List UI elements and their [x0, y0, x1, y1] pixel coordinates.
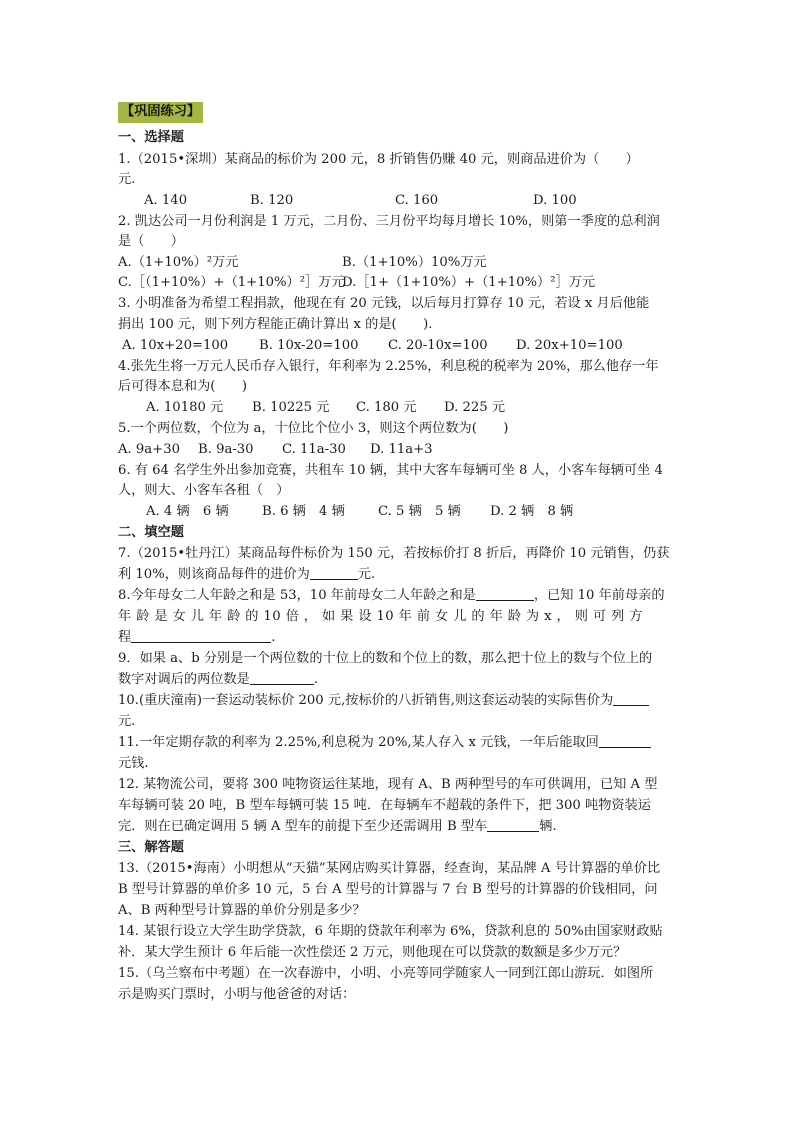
- question-13-line-3: A、B 两种型号计算器的单价分别是多少？: [118, 903, 366, 918]
- option-b: B.（1+10%）10%万元: [342, 255, 487, 270]
- question-10-line-1: [118, 691, 678, 711]
- option-a: A. 4 辆 6 辆: [146, 504, 229, 519]
- question-11-line-2: 元钱.: [118, 756, 149, 771]
- question-12-line-1: 12. 某物流公司，要将 300 吨物资运往某地，现有 A、B 两种型号的车可供调用，已知 A 型: [118, 777, 658, 792]
- option-c: C. 160: [395, 193, 439, 208]
- question-14-line-2: 补．某大学生预计 6 年后能一次性偿还 2 万元，则他现在可以贷款的数额是多少万元？: [118, 945, 627, 960]
- question-9-line-1: 9．如果 a、b 分别是一个两位数的十位上的数和个位上的数，那么把十位上的数与个位上的: [118, 651, 653, 666]
- part-title-choice: 一、选择题: [118, 130, 184, 145]
- part-title-answer: 三、解答题: [118, 840, 184, 855]
- question-10-line-2: 元.: [118, 714, 136, 729]
- question-5-options: [118, 440, 678, 460]
- question-9-end: .: [313, 672, 319, 687]
- question-7-text: 利 10%，则该商品每件的进价为: [118, 567, 310, 582]
- question-14-line-1: 14. 某银行设立大学生助学贷款，6 年期的贷款年利率为 6%，贷款利息的 50%由国家财政贴: [118, 924, 663, 939]
- question-13-line-2: B 型号计算器的单价多 10 元，5 台 A 型号的计算器与 7 台 B 型号的计算器的价钱相同，问: [118, 882, 658, 897]
- answer-blank: [599, 733, 651, 748]
- answer-blank: [250, 670, 314, 685]
- question-3-line-2: 捐出 100 元，则下列方程能正确计算出 x 的是( ).: [118, 317, 433, 332]
- question-12-unit: 辆.: [539, 819, 557, 834]
- question-15-line-1: 15.（乌兰察布中考题）在一次春游中，小明、小亮等同学随家人一同到江郎山游玩．如图所: [118, 966, 654, 981]
- answer-blank: [613, 691, 649, 706]
- question-6-line-1: 6. 有 64 名学生外出参加竞赛，共租车 10 辆，其中大客车每辆可坐 8 人，小客车每辆可坐 4: [118, 463, 663, 478]
- question-6-line-2: 人，则大、小客车各租（ ）: [118, 483, 290, 498]
- question-11-text: 11.一年定期存款的利率为 2.25%,利息税为 20%,某人存入 x 元钱，一年后能取回: [118, 735, 599, 750]
- option-a: A. 9a+30: [118, 442, 180, 457]
- question-15-line-2: 示是购买门票时，小明与他爸爸的对话：: [118, 987, 356, 1002]
- question-12-text: 完．则在已确定调用 5 辆 A 型车的前提下至少还需调用 B 型车: [118, 819, 488, 834]
- option-b: B. 6 辆 4 辆: [262, 504, 345, 519]
- question-3-options: [118, 336, 678, 356]
- question-3-line-1: 3. 小明准备为希望工程捐款，他现在有 20 元钱，以后每月打算存 10 元，若设 x 月后他能: [118, 296, 650, 311]
- option-a: A. 10180 元: [146, 400, 224, 415]
- option-a: A.（1+10%）²万元: [118, 255, 239, 270]
- option-c: C. 11a-30: [282, 442, 346, 457]
- option-d: D. 11a+3: [370, 442, 433, 457]
- option-b: B. 9a-30: [198, 442, 254, 457]
- question-8-text-b: ，已知 10 年前母亲的: [533, 588, 665, 603]
- question-13-line-1: 13.（2015•海南）小明想从“天猫”某网店购买计算器，经查询，某品牌 A 号计算器的单价比: [118, 861, 661, 876]
- question-4-line-2: 后可得本息和为( ): [118, 379, 247, 394]
- option-c: C. 5 辆 5 辆: [378, 504, 461, 519]
- option-c: C.［（1+10%）+（1+10%）²］万元: [118, 275, 345, 290]
- answer-blank: [476, 586, 534, 601]
- question-5-line-1: 5.一个两位数，个位为 a，十位比个位小 3，则这个两位数为( ): [118, 421, 509, 436]
- option-a: A. 10x+20=100: [122, 338, 229, 353]
- question-4-line-1: 4.张先生将一万元人民币存入银行，年利率为 2.25%，利息税的税率为 20%，那么他存一年: [118, 359, 659, 374]
- question-2-options-row-2: [118, 273, 678, 293]
- answer-blank: [131, 628, 271, 643]
- question-8-line-3: [118, 628, 678, 648]
- question-8-text-d: .: [271, 630, 276, 645]
- option-d: D. 20x+10=100: [516, 338, 623, 353]
- question-1-line-2: 元.: [118, 172, 136, 187]
- option-d: D. 100: [533, 193, 577, 208]
- question-11-line-1: [118, 733, 678, 753]
- question-9-text: 数字对调后的两位数是: [118, 672, 250, 687]
- section-header: 【巩固练习】: [118, 102, 203, 123]
- question-12-line-2: 车每辆可装 20 吨，B 型车每辆可装 15 吨．在每辆车不超载的条件下，把 300 吨物资装运: [118, 798, 651, 813]
- question-1-line-1: 1.（2015•深圳）某商品的标价为 200 元，8 折销售仍赚 40 元，则商品进价为（ ）: [118, 152, 639, 167]
- option-d: D.［1+（1+10%）+（1+10%）²］万元: [342, 275, 596, 290]
- question-2-line-2: 是（ ）: [118, 234, 184, 249]
- option-b: B. 10x-20=100: [259, 338, 359, 353]
- option-c: C. 180 元: [356, 400, 417, 415]
- question-9-line-2: [118, 670, 678, 690]
- question-8-text-c: 程: [118, 630, 132, 645]
- question-2-line-1: 2. 凯达公司一月份利润是 1 万元，二月份、三月份平均每月增长 10%，则第一季度的总利润: [118, 214, 660, 229]
- option-b: B. 120: [250, 193, 294, 208]
- answer-blank: [487, 817, 539, 832]
- option-d: D. 2 辆 8 辆: [490, 504, 574, 519]
- question-7-line-2: [118, 565, 678, 585]
- option-d: D. 225 元: [444, 400, 506, 415]
- question-7-unit: 元.: [357, 567, 376, 582]
- option-b: B. 10225 元: [252, 400, 330, 415]
- option-c: C. 20-10x=100: [388, 338, 488, 353]
- answer-blank: [310, 565, 358, 580]
- question-6-options: [118, 502, 678, 522]
- question-4-options: [118, 398, 678, 418]
- question-8-line-2: 年 龄 是 女 儿 年 龄 的 10 倍 ， 如 果 设 10 年 前 女 儿 的 年 龄 为 x ， 则 可 列 方: [118, 609, 643, 624]
- question-1-options: [118, 191, 678, 211]
- option-a: A. 140: [144, 193, 188, 208]
- question-10-text: 10.(重庆潼南)一套运动装标价 200 元,按标价的八折销售,则这套运动装的实际售价为: [118, 693, 614, 708]
- question-2-options-row-1: [118, 253, 678, 273]
- question-8-line-1: [118, 586, 678, 606]
- question-8-text-a: 8.今年母女二人年龄之和是 53，10 年前母女二人年龄之和是: [118, 588, 476, 603]
- question-7-line-1: 7.（2015•牡丹江）某商品每件标价为 150 元，若按标价打 8 折后，再降价 10 元销售，仍获: [118, 546, 670, 561]
- question-12-line-3: [118, 817, 678, 837]
- part-title-fill-blank: 二、填空题: [118, 525, 184, 540]
